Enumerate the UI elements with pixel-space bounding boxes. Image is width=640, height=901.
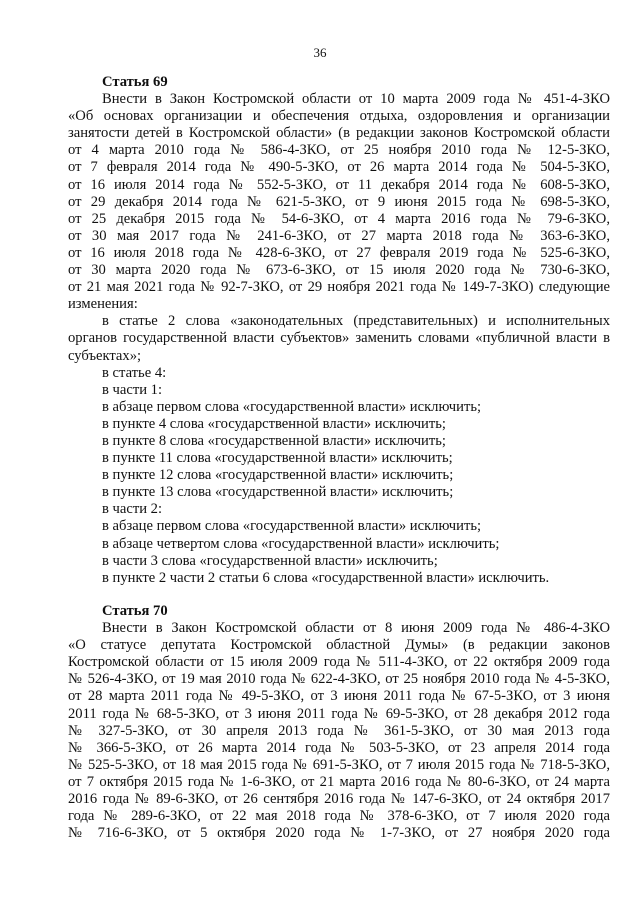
- text-line: от 28 марта 2011 года № 49-5-ЗКО, от 3 июня 2011 года № 67-5-ЗКО, от 3 июня: [68, 688, 610, 705]
- list-item: в части 3 слова «государственной власти» исключить;: [102, 552, 438, 569]
- text-line: года № 289-6-ЗКО, от 22 мая 2018 года № 378-6-ЗКО, от 7 июля 2020 года: [68, 808, 610, 825]
- list-item: в пункте 4 слова «государственной власти» исключить;: [102, 415, 446, 432]
- list-item: в пункте 11 слова «государственной власти» исключить;: [102, 450, 453, 467]
- list-item: в абзаце первом слова «государственной власти» исключить;: [102, 398, 482, 415]
- article-69-intro: [68, 91, 610, 313]
- text-line: № 366-5-ЗКО, от 26 марта 2014 года № 503-5-ЗКО, от 23 апреля 2014 года: [68, 739, 610, 756]
- text-line: Костромской области от 15 июля 2009 года № 511-4-ЗКО, от 22 октября 2009 года: [68, 654, 610, 671]
- text-line: № 716-6-ЗКО, от 5 октября 2020 года № 1-7-ЗКО, от 27 ноября 2020 года: [68, 825, 610, 842]
- text-line: изменения:: [68, 296, 138, 313]
- list-item: в части 2:: [102, 501, 163, 518]
- text-line: 2011 года № 68-5-ЗКО, от 3 июня 2011 года № 69-5-ЗКО, от 28 декабря 2012 года: [68, 705, 610, 722]
- text-line: от 16 июля 2014 года № 552-5-ЗКО, от 11 декабря 2014 года № 608-5-ЗКО,: [68, 176, 610, 193]
- text-line: № 327-5-ЗКО, от 30 апреля 2013 года № 361-5-ЗКО, от 30 мая 2013 года: [68, 722, 610, 739]
- article-69: [68, 74, 610, 587]
- text-line: от 7 февраля 2014 года № 490-5-ЗКО, от 26 марта 2014 года № 504-5-ЗКО,: [68, 159, 610, 176]
- page-number: 36: [313, 45, 327, 60]
- text-line: органов государственной власти субъектов» заменить словами «публичной власти в: [68, 330, 610, 347]
- text-line: от 21 мая 2021 года № 92-7-ЗКО, от 29 ноября 2021 года № 149-7-ЗКО) следующие: [68, 279, 610, 296]
- article-70-heading: Статья 70: [102, 603, 168, 619]
- text-line: от 7 октября 2015 года № 1-6-ЗКО, от 21 марта 2016 года № 80-6-ЗКО, от 24 марта: [68, 773, 610, 790]
- text-line: от 29 декабря 2014 года № 621-5-ЗКО, от 9 июня 2015 года № 698-5-ЗКО,: [68, 193, 610, 210]
- text-line: Внести в Закон Костромской области от 8 июня 2009 года № 486-4-ЗКО: [102, 620, 610, 637]
- list-item: в пункте 13 слова «государственной власти» исключить;: [102, 484, 454, 501]
- text-line: «О статусе депутата Костромской областной Думы» (в редакции законов: [68, 637, 610, 654]
- article-69-items: [68, 365, 610, 587]
- text-line: от 25 декабря 2015 года № 54-6-ЗКО, от 4 марта 2016 года № 79-6-ЗКО,: [68, 210, 610, 227]
- text-line: от 30 марта 2020 года № 673-6-ЗКО, от 15 июля 2020 года № 730-6-ЗКО,: [68, 262, 610, 279]
- article-69-change-1: [68, 313, 610, 364]
- list-item: в абзаце первом слова «государственной власти» исключить;: [102, 518, 482, 535]
- text-line: «Об основах организации и обеспечения отдыха, оздоровления и организации: [68, 108, 610, 125]
- text-line: 2016 года № 89-6-ЗКО, от 26 сентября 2016 года № 147-6-ЗКО, от 24 октября 2017: [68, 791, 610, 808]
- text-line: в статье 2 слова «законодательных (представительных) и исполнительных: [102, 313, 610, 330]
- article-69-heading: Статья 69: [102, 74, 168, 90]
- text-line: от 4 марта 2010 года № 586-4-ЗКО, от 25 ноября 2010 года № 12-5-ЗКО,: [68, 142, 610, 159]
- list-item: в статье 4:: [102, 364, 167, 381]
- text-line: № 526-4-ЗКО, от 19 мая 2010 года № 622-4-ЗКО, от 25 ноября 2010 года № 4-5-ЗКО,: [68, 671, 610, 688]
- text-line: от 16 июля 2018 года № 428-6-ЗКО, от 27 февраля 2019 года № 525-6-ЗКО,: [68, 244, 610, 261]
- text-line: субъектах»;: [68, 347, 142, 364]
- text-line: занятости детей в Костромской области» (в редакции законов Костромской области: [68, 125, 610, 142]
- list-item: в пункте 8 слова «государственной власти» исключить;: [102, 432, 446, 449]
- text-line: от 30 мая 2017 года № 241-6-ЗКО, от 27 марта 2018 года № 363-6-ЗКО,: [68, 227, 610, 244]
- article-70-intro: [68, 620, 610, 842]
- text-line: Внести в Закон Костромской области от 10 марта 2009 года № 451-4-ЗКО: [102, 91, 610, 108]
- list-item: в части 1:: [102, 381, 163, 398]
- list-item: в пункте 12 слова «государственной власти» исключить;: [102, 467, 454, 484]
- text-line: № 525-5-ЗКО, от 18 мая 2015 года № 691-5-ЗКО, от 7 июля 2015 года № 718-5-ЗКО,: [68, 756, 610, 773]
- article-70: [68, 603, 610, 842]
- list-item: в пункте 2 части 2 статьи 6 слова «государственной власти» исключить.: [102, 569, 550, 586]
- list-item: в абзаце четвертом слова «государственной власти» исключить;: [102, 535, 500, 552]
